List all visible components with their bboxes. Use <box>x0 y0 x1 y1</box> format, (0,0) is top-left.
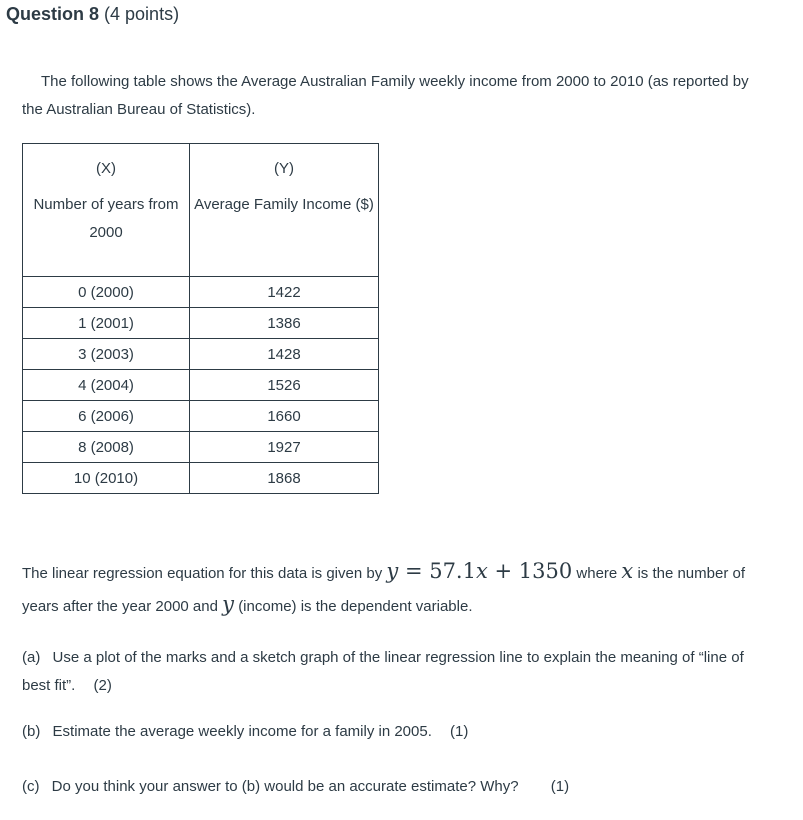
question-header <box>6 4 179 25</box>
table-cell-y: 1868 <box>190 463 379 494</box>
equation-y: y <box>386 559 399 583</box>
table-cell-x: 10 (2010) <box>23 463 190 494</box>
table-row <box>23 277 379 308</box>
table-cell-x: 6 (2006) <box>23 401 190 432</box>
table-cell-y: 1428 <box>190 339 379 370</box>
part-a <box>22 644 762 700</box>
regression-is-the: is the number of years after the year 2000 and <box>22 565 745 615</box>
table-cell-x: 8 (2008) <box>23 432 190 463</box>
intro-text: The following table shows the Average Australian Family weekly income from 2000 to 2010 (as reported by the Australian Bureau of Statistics). <box>22 73 749 118</box>
table-cell-y: 1927 <box>190 432 379 463</box>
equation-tail: + 1350 <box>487 559 573 583</box>
part-a-marks: (2) <box>93 677 112 694</box>
regression-lead: The linear regression equation for this data is given by <box>22 565 383 582</box>
part-c-label: (c) <box>22 778 40 795</box>
regression-where: where <box>576 565 618 582</box>
header-y-text: Average Family Income ($) <box>194 196 374 213</box>
income-table <box>22 143 379 494</box>
table-header-row <box>23 144 379 277</box>
header-x-var: (X) <box>96 160 116 177</box>
regression-paragraph <box>22 556 762 622</box>
y-variable: y <box>222 592 235 616</box>
part-a-text: Use a plot of the marks and a sketch graph of the linear regression line to explain the meaning of “line of best fit”. <box>22 649 744 694</box>
part-c-text: Do you think your answer to (b) would be an accurate estimate? Why? <box>51 778 519 795</box>
part-b-label: (b) <box>22 723 41 740</box>
table-row <box>23 463 379 494</box>
table-cell-y: 1386 <box>190 308 379 339</box>
part-c-marks: (1) <box>550 778 570 795</box>
table-cell-y: 1422 <box>190 277 379 308</box>
table-cell-x: 4 (2004) <box>23 370 190 401</box>
header-x-text: Number of years from 2000 <box>33 196 179 241</box>
header-x <box>23 144 190 277</box>
table-cell-x: 1 (2001) <box>23 308 190 339</box>
table-row <box>23 432 379 463</box>
header-y-var: (Y) <box>274 160 294 177</box>
equation-mid: = 57.1 <box>398 559 476 583</box>
table-cell-y: 1660 <box>190 401 379 432</box>
table-row <box>23 308 379 339</box>
part-b-marks: (1) <box>450 723 469 740</box>
table-cell-y: 1526 <box>190 370 379 401</box>
table-row <box>23 401 379 432</box>
equation-x: x <box>475 559 488 583</box>
regression-equation <box>386 559 572 583</box>
part-b-text: Estimate the average weekly income for a family in 2005. <box>52 723 432 740</box>
part-b <box>22 718 762 746</box>
question-title: Question 8 <box>6 4 100 24</box>
part-c <box>22 773 762 801</box>
table-row <box>23 339 379 370</box>
header-y <box>190 144 379 277</box>
table-cell-x: 0 (2000) <box>23 277 190 308</box>
x-variable: x <box>621 559 634 583</box>
question-points: (4 points) <box>104 4 180 24</box>
regression-dependent: (income) is the dependent variable. <box>238 598 473 615</box>
part-a-label: (a) <box>22 649 41 666</box>
table-row <box>23 370 379 401</box>
table-cell-x: 3 (2003) <box>23 339 190 370</box>
